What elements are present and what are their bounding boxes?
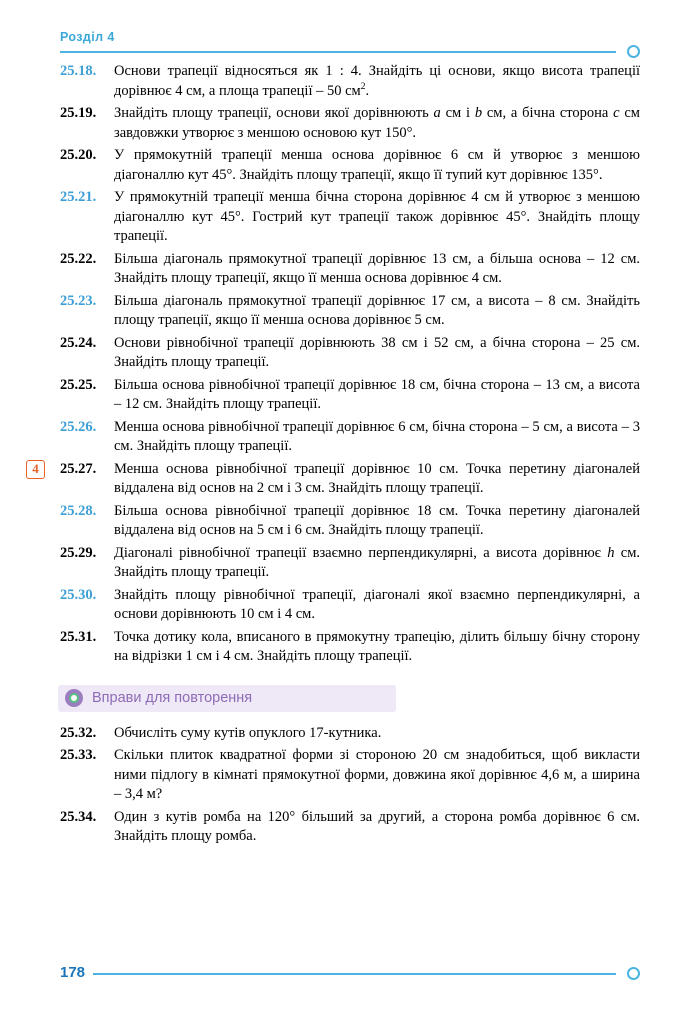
exercise-number: 25.23. [60,292,97,309]
exercise-item [60,334,640,373]
exercise-text: Більша діагональ прямокутної трапеції дорівнює 17 см, а висота – 8 см. Знайдіть площу трапеції, якщо її менша основа дорівнює 5 см. [114,292,640,328]
exercise-item [60,188,640,247]
exercise-item [60,250,640,289]
exercise-item [60,586,640,625]
footer-dot-icon [627,967,640,980]
exercise-text: Основи рівнобічної трапеції дорівнюють 38 см і 52 см, а бічна сторона – 25 см. Знайдіть площу трапеції. [114,334,640,370]
exercise-number: 25.33. [60,747,97,763]
exercise-number: 25.32. [60,724,97,741]
exercise-number: 25.29. [60,544,97,561]
exercise-number: 25.20. [60,147,97,163]
exercise-number: 25.34. [60,808,97,825]
exercise-item [60,746,640,805]
review-section-banner [58,685,396,712]
exercise-number: 25.28. [60,502,97,519]
exercise-text: Знайдіть площу трапеції, основи якої дорівнюють a см і b см, а бічна сторона c см завдовжки утворює з меншою основою кут 150°. [114,105,640,141]
exercise-text: Точка дотику кола, вписаного в прямокутну трапецію, ділить більшу бічну сторону на відрізки 1 см і 4 см. Знайдіть площу трапеції. [114,628,640,664]
header-divider [60,51,616,53]
target-circle-icon [65,689,83,707]
exercise-number: 25.24. [60,334,97,351]
exercise-list [32,62,641,850]
exercise-number: 25.18. [60,63,97,79]
chapter-label: Розділ 4 [60,30,115,44]
exercise-item [60,104,640,143]
page-footer [60,964,640,986]
exercise-item [60,544,640,583]
exercise-number: 25.27. [60,460,97,477]
exercise-text: Менша основа рівнобічної трапеції дорівнює 10 см. Точка перетину діагоналей віддалена від основ на 2 см і 3 см. Знайдіть площу трапеції. [114,460,640,496]
exercise-item [60,418,640,457]
review-section-title: Вправи для повторення [92,690,253,706]
difficulty-marker-icon: 4 [26,460,45,479]
exercise-item [60,62,640,101]
exercise-text: Основи трапеції відносяться як 1 : 4. Знайдіть ці основи, якщо висота трапеції дорівнює 4 см, а площа трапеції – 50 $см^2$. [114,63,640,99]
footer-divider [60,973,616,975]
exercise-number: 25.22. [60,250,97,267]
exercise-text: Знайдіть площу рівнобічної трапеції, діагоналі якої взаємно перпендикулярні, а основи дорівнюють 10 см і 4 см. [114,586,640,622]
exercise-text: Діагоналі рівнобічної трапеції взаємно перпендикулярні, а висота дорівнює h см. Знайдіть площу трапеції. [114,544,641,580]
exercise-text: Обчисліть суму кутів опуклого 17-кутника. [114,724,382,741]
exercise-item [60,502,640,541]
exercise-number: 25.19. [60,105,97,121]
page-header [60,30,640,56]
exercise-text: Один з кутів ромба на 120° більший за другий, а сторона ромба дорівнює 6 см. Знайдіть площу ромба. [114,808,640,844]
exercise-item [32,460,640,499]
header-dot-icon [627,45,640,58]
exercise-item [60,628,640,667]
exercise-number: 25.25. [60,376,97,393]
exercise-number: 25.26. [60,418,97,435]
exercise-text: Більша діагональ прямокутної трапеції дорівнює 13 см, а більша основа – 12 см. Знайдіть площу трапеції, якщо її менша основа дорівнює 4 см. [114,250,640,286]
exercise-item [60,146,640,185]
exercise-text: У прямокутній трапеції менша основа дорівнює 6 см й утворює з меншою діагоналлю кут 45°. Знайдіть площу трапеції, якщо її тупий кут дорівнює 135°. [114,147,640,183]
exercise-number: 25.31. [60,628,97,645]
exercise-text: Більша основа рівнобічної трапеції дорівнює 18 см, бічна сторона – 13 см, а висота – 12 см. Знайдіть площу трапеції. [114,376,640,412]
exercise-item [60,292,640,331]
exercise-item [60,724,640,744]
exercise-text: Менша основа рівнобічної трапеції дорівнює 6 см, бічна сторона – 5 см, а висота – 3 см. Знайдіть площу трапеції. [114,418,640,454]
exercise-number: 25.21. [60,189,97,205]
exercise-text: Скільки плиток квадратної форми зі стороною 20 см знадобиться, щоб викласти ними підлогу в кімнаті прямокутної форми, довжина якої дорівнює 4,6 м, а ширина – 3,4 м? [114,747,640,802]
exercise-number: 25.30. [60,586,97,603]
exercise-item [60,808,640,847]
exercise-text: У прямокутній трапеції менша бічна сторона дорівнює 4 см й утворює з меншою діагоналлю кут 45°. Гострий кут трапеції також дорівнює 45°. Знайдіть площу трапеції. [114,189,640,244]
page-number: 178 [60,964,93,981]
exercise-item [60,376,640,415]
exercise-text: Більша основа рівнобічної трапеції дорівнює 18 см. Точка перетину діагоналей віддалена від основ на 5 см і 6 см. Знайдіть площу трапеції. [114,502,640,538]
